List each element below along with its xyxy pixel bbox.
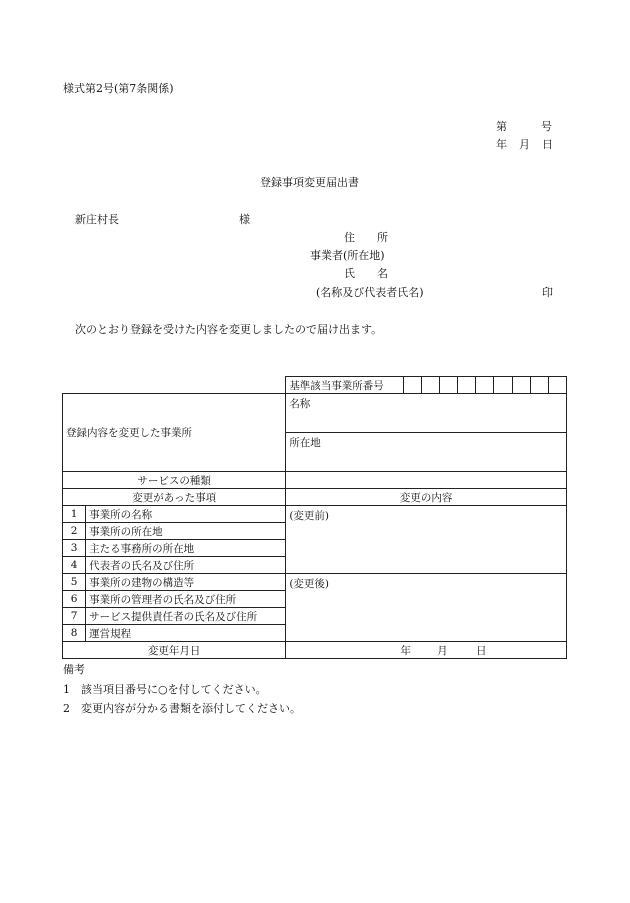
business-label: 事業者(所在地) <box>310 249 385 262</box>
change-date-month: 月 <box>437 644 448 657</box>
note-item: 1 該当項目番号に○を付してください。 <box>63 683 267 696</box>
intro-text: 次のとおり登録を受けた内容を変更しましたので届け出ます。 <box>75 323 383 336</box>
item-label: 事業所の建物の構造等 <box>86 574 286 591</box>
date-month-label: 月 <box>519 138 530 151</box>
item-number[interactable]: 6 <box>63 591 86 608</box>
corp-name-label: (名称及び代表者氏名) <box>316 286 424 299</box>
note-item: 2 変更内容が分かる書類を添付してください。 <box>63 702 301 715</box>
item-number[interactable]: 3 <box>63 540 86 557</box>
seal-mark: 印 <box>542 286 553 299</box>
doc-number-suffix: 号 <box>541 120 552 133</box>
office-name-field[interactable] <box>286 394 567 433</box>
doc-number-label: 第 <box>496 120 507 133</box>
item-label: 代表者の氏名及び住所 <box>86 557 286 574</box>
item-label: サービス提供責任者の氏名及び住所 <box>86 608 286 625</box>
office-location-field[interactable] <box>286 433 567 472</box>
item-label: 事業所の名称 <box>86 506 286 523</box>
change-before-field[interactable] <box>286 506 567 574</box>
item-number[interactable]: 7 <box>63 608 86 625</box>
item-number[interactable]: 5 <box>63 574 86 591</box>
blank-corner <box>63 377 286 394</box>
office-number-box[interactable] <box>404 377 422 394</box>
changed-items-header: 変更があった事項 <box>63 489 286 506</box>
notes-heading: 備考 <box>63 663 85 676</box>
date-year-label: 年 <box>496 138 507 151</box>
office-number-box[interactable] <box>530 377 548 394</box>
change-date-year: 年 <box>400 644 411 657</box>
office-number-box[interactable] <box>494 377 512 394</box>
office-number-box[interactable] <box>458 377 476 394</box>
item-number[interactable]: 8 <box>63 625 86 642</box>
honorific: 様 <box>239 213 250 226</box>
office-name-label: 名称 <box>289 398 311 410</box>
office-number-box[interactable] <box>548 377 566 394</box>
after-label: (変更後) <box>289 578 330 590</box>
change-date-field[interactable] <box>286 642 567 659</box>
document-title: 登録事項変更届出書 <box>260 176 359 189</box>
item-label: 事業所の所在地 <box>86 523 286 540</box>
office-number-box[interactable] <box>422 377 440 394</box>
form-number: 様式第2号(第7条関係) <box>63 82 174 95</box>
item-number[interactable]: 2 <box>63 523 86 540</box>
change-after-field[interactable] <box>286 574 567 642</box>
change-date-label: 変更年月日 <box>63 642 286 659</box>
item-label: 主たる事務所の所在地 <box>86 540 286 557</box>
changed-office-label: 登録内容を変更した事業所 <box>63 394 286 472</box>
office-number-box[interactable] <box>476 377 494 394</box>
change-date-day: 日 <box>476 644 487 657</box>
item-label: 事業所の管理者の氏名及び住所 <box>86 591 286 608</box>
name-label: 氏 名 <box>344 267 388 280</box>
service-type-field[interactable] <box>286 472 567 489</box>
office-location-label: 所在地 <box>289 437 321 449</box>
before-label: (変更前) <box>289 510 330 522</box>
item-number[interactable]: 1 <box>63 506 86 523</box>
item-label: 運営規程 <box>86 625 286 642</box>
address-label: 住 所 <box>344 231 388 244</box>
service-type-label: サービスの種類 <box>63 472 286 489</box>
office-number-label: 基準該当事業所番号 <box>286 377 404 394</box>
item-number[interactable]: 4 <box>63 557 86 574</box>
change-content-header: 変更の内容 <box>286 489 567 506</box>
date-day-label: 日 <box>542 138 553 151</box>
addressee: 新庄村長 <box>75 213 119 226</box>
office-number-box[interactable] <box>512 377 530 394</box>
office-number-box[interactable] <box>440 377 458 394</box>
registration-change-table <box>62 376 567 659</box>
